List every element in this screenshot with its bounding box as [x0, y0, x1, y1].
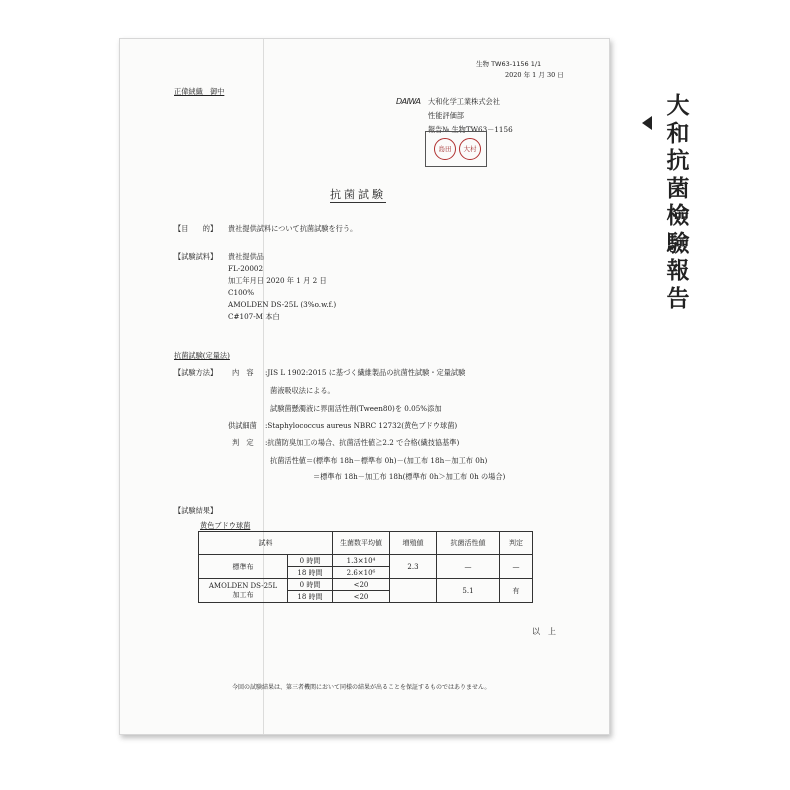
side-title-char: 檢 [666, 203, 690, 229]
growth-cell: 2.3 [390, 555, 437, 579]
purpose-label: 【目 的】 [174, 224, 218, 233]
side-title [665, 93, 691, 313]
report-number: 報告№ 生物TW63－1156 [428, 125, 513, 134]
strain-text: :Staphylococcus aureus NBRC 12732(黄色ブドウ球菌) [265, 421, 458, 430]
seal-stamp: 大村 [459, 138, 481, 160]
sample-line: FL-20002 [228, 264, 264, 273]
count-cell: <20 [333, 591, 390, 603]
sample-name-line: AMOLDEN DS-25L [208, 581, 278, 590]
time-cell: 18 時間 [288, 591, 333, 603]
sample-name [199, 579, 288, 603]
sample-line: C100% [228, 288, 255, 297]
sample-line: AMOLDEN DS-25L (3%o.w.f.) [228, 300, 337, 309]
sample-name-line: 加工布 [232, 590, 254, 599]
count-cell: 2.6×10⁶ [333, 567, 390, 579]
judge-text: :抗菌防臭加工の場合、抗菌活性値≧2.2 で合格(繊技協基準) [265, 438, 460, 447]
method-line: :JIS L 1902:2015 に基づく繊維製品の抗菌性試験・定量試験 [265, 368, 466, 377]
time-cell: 18 時間 [288, 567, 333, 579]
table-header: 増殖値 [390, 532, 437, 555]
side-title-char: 大 [666, 93, 690, 119]
formula-line: ＝標準布 18h－加工布 18h(標準布 0h＞加工布 0h の場合) [313, 472, 506, 481]
table-row [199, 579, 533, 591]
ref-number: 生物 TW63-1156 1/1 [476, 60, 542, 68]
activity-cell: — [437, 555, 500, 579]
time-cell: 0 時間 [288, 555, 333, 567]
sample-name: 標準布 [199, 555, 288, 579]
side-title-char: 菌 [666, 175, 690, 202]
sample-line: 貴社提供品 [228, 252, 264, 261]
growth-cell [390, 579, 437, 603]
fold-line [263, 39, 264, 734]
table-header: 判定 [500, 532, 533, 555]
sample-line: 加工年月日 2020 年 1 月 2 日 [228, 276, 327, 285]
table-header: 試料 [199, 532, 333, 555]
company-logo: DAIWA [396, 97, 421, 106]
document-title: 抗菌試験 [330, 188, 386, 201]
report-document [119, 38, 610, 735]
method-content-label: 内 容 [232, 368, 254, 377]
method-line: 菌液吸収法による。 [270, 386, 335, 395]
strain-label: 供試細菌 [228, 421, 257, 430]
arrow-left-icon [642, 116, 652, 130]
judge-label: 判 定 [232, 438, 254, 447]
table-row [199, 555, 533, 567]
table-header-row [199, 532, 533, 555]
department: 性能評価部 [428, 111, 464, 120]
side-title-char: 告 [666, 285, 690, 312]
sample-label: 【試験試料】 [174, 252, 218, 261]
count-cell: 1.3×10⁴ [333, 555, 390, 567]
organism-label: 黄色ブドウ球菌 [200, 521, 251, 530]
table-header: 生菌数平均値 [333, 532, 390, 555]
count-cell: <20 [333, 579, 390, 591]
side-title-char: 和 [666, 120, 690, 147]
time-cell: 0 時間 [288, 579, 333, 591]
report-date: 2020 年 1 月 30 日 [505, 71, 564, 79]
side-title-char: 報 [666, 258, 690, 284]
results-table [198, 531, 533, 603]
sample-line: C#107-M 本白 [228, 312, 280, 321]
activity-cell: 5.1 [437, 579, 500, 603]
method-label: 【試験方法】 [174, 368, 218, 377]
judge-cell: — [500, 555, 533, 579]
results-label: 【試験結果】 [174, 506, 218, 515]
method-line: 試験菌懸濁液に界面活性剤(Tween80)を 0.05%添加 [270, 404, 442, 413]
seal-stamp: 島田 [434, 138, 456, 160]
side-title-char: 抗 [666, 148, 690, 174]
footer-note: 今回の試験結果は、第三者機関において同様の結果が出ることを保証するものではありません。 [232, 684, 491, 691]
company-name: 大和化学工業株式会社 [428, 97, 500, 106]
formula-line: 抗菌活性値＝(標準布 18h－標準布 0h)－(加工布 18h－加工布 0h) [270, 456, 488, 465]
section-heading: 抗菌試験(定量法) [174, 351, 230, 360]
purpose-text: 貴社提供試料について抗菌試験を行う。 [228, 224, 358, 233]
side-title-char: 驗 [666, 230, 690, 257]
addressee: 正偉絨織 御中 [174, 87, 225, 96]
judge-cell: 有 [500, 579, 533, 603]
table-header: 抗菌活性値 [437, 532, 500, 555]
end-mark: 以 上 [532, 627, 556, 636]
